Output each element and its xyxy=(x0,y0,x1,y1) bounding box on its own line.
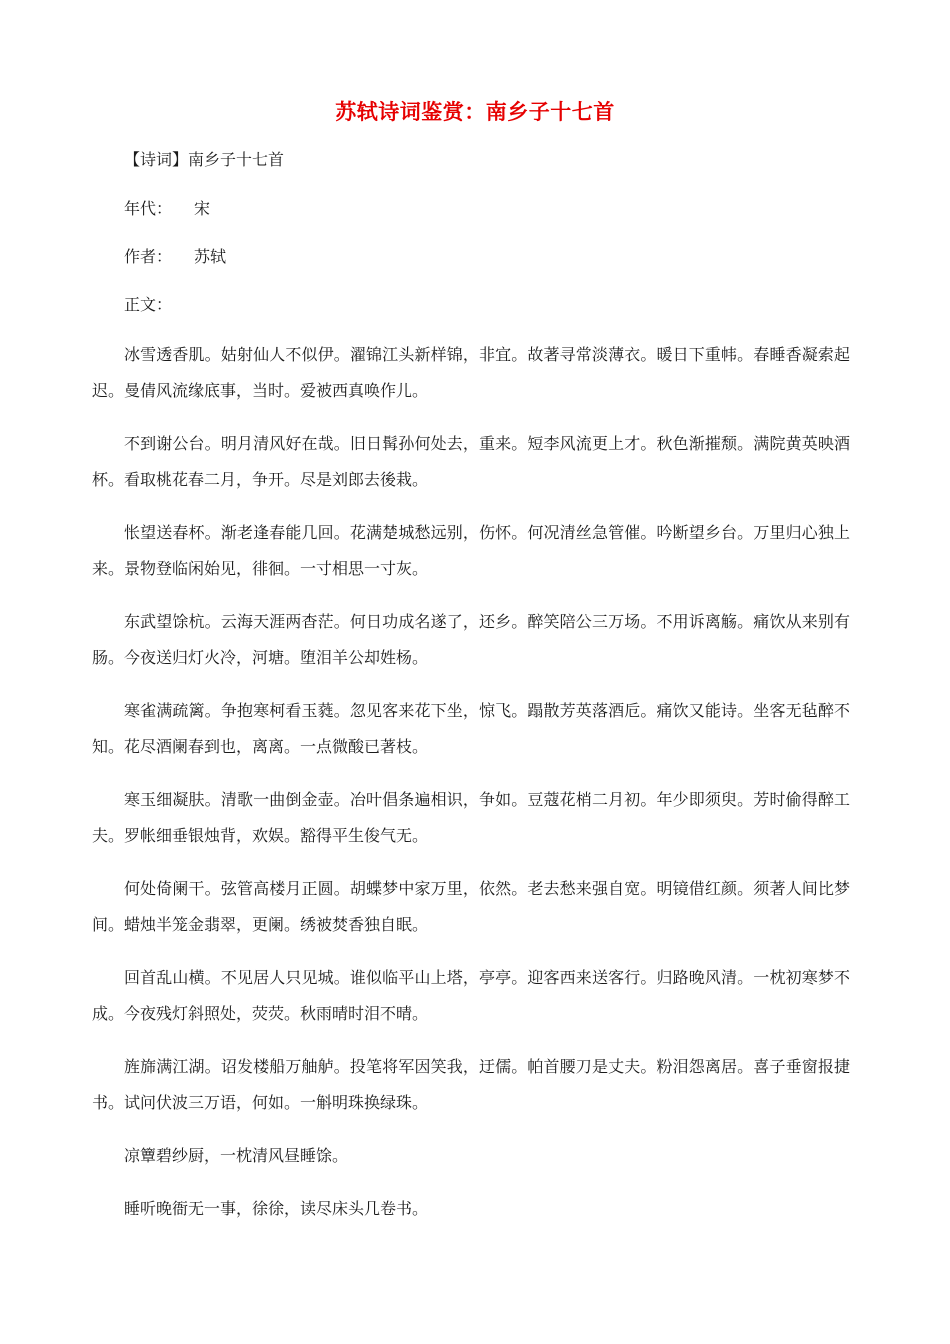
poem-paragraph: 冰雪透香肌。姑射仙人不似伊。濯锦江头新样锦，非宜。故著寻常淡薄衣。暖日下重帏。春睡香凝索起迟。曼倩风流缘底事，当时。爱被西真唤作儿。 xyxy=(92,345,850,400)
poem-paragraph: 回首乱山横。不见居人只见城。谁似临平山上塔，亭亭。迎客西来送客行。归路晚风清。一枕初寒梦不成。今夜残灯斜照处，荧荧。秋雨晴时泪不晴。 xyxy=(92,968,850,1023)
poem-paragraph: 东武望馀杭。云海天涯两杳茫。何日功成名遂了，还乡。醉笑陪公三万场。不用诉离觞。痛饮从来别有肠。今夜送归灯火冷，河塘。堕泪羊公却姓杨。 xyxy=(92,612,850,667)
poem-heading-text: 【诗词】南乡子十七首 xyxy=(124,150,285,169)
poem-paragraph: 怅望送春杯。渐老逢春能几回。花满楚城愁远别，伤怀。何况清丝急管催。吟断望乡台。万里归心独上来。景物登临闲始见，徘徊。一寸相思一寸灰。 xyxy=(92,523,850,578)
body-label: 正文： xyxy=(124,295,173,314)
poem-paragraph: 寒玉细凝肤。清歌一曲倒金壶。冶叶倡条遍相识，争如。豆蔻花梢二月初。年少即须臾。芳时偷得醉工夫。罗帐细垂银烛背，欢娱。豁得平生俊气无。 xyxy=(92,790,850,845)
era-line xyxy=(124,197,210,221)
poem-paragraph: 何处倚阑干。弦管高楼月正圆。胡蝶梦中家万里，依然。老去愁来强自宽。明镜借红颜。须著人间比梦间。蜡烛半笼金翡翠，更阑。绣被焚香独自眠。 xyxy=(92,879,850,934)
poem-paragraph: 不到谢公台。明月清风好在哉。旧日髯孙何处去，重来。短李风流更上才。秋色渐摧颓。满院黄英映酒杯。看取桃花春二月，争开。尽是刘郎去後栽。 xyxy=(92,434,850,489)
document-title: 苏轼诗词鉴赏：南乡子十七首 xyxy=(335,99,615,124)
poem-paragraph: 凉簟碧纱厨，一枕清风昼睡馀。 xyxy=(124,1146,349,1165)
body-label-line xyxy=(124,293,172,317)
era-label: 年代： xyxy=(124,199,173,218)
poem-body xyxy=(92,337,850,1244)
poem-paragraph: 睡听晚衙无一事，徐徐，读尽床头几卷书。 xyxy=(124,1199,429,1218)
author-value: 苏轼 xyxy=(194,247,227,266)
author-line xyxy=(124,245,226,269)
poem-heading xyxy=(124,148,284,172)
era-value: 宋 xyxy=(194,199,211,218)
poem-paragraph: 旌旆满江湖。诏发楼船万舳舻。投笔将军因笑我，迂儒。帕首腰刀是丈夫。粉泪怨离居。喜子垂窗报捷书。试问伏波三万语，何如。一斛明珠换绿珠。 xyxy=(92,1057,850,1112)
author-label: 作者： xyxy=(124,247,173,266)
poem-paragraph: 寒雀满疏篱。争抱寒柯看玉蕤。忽见客来花下坐，惊飞。蹋散芳英落酒卮。痛饮又能诗。坐客无毡醉不知。花尽酒阑春到也，离离。一点微酸已著枝。 xyxy=(92,701,850,756)
